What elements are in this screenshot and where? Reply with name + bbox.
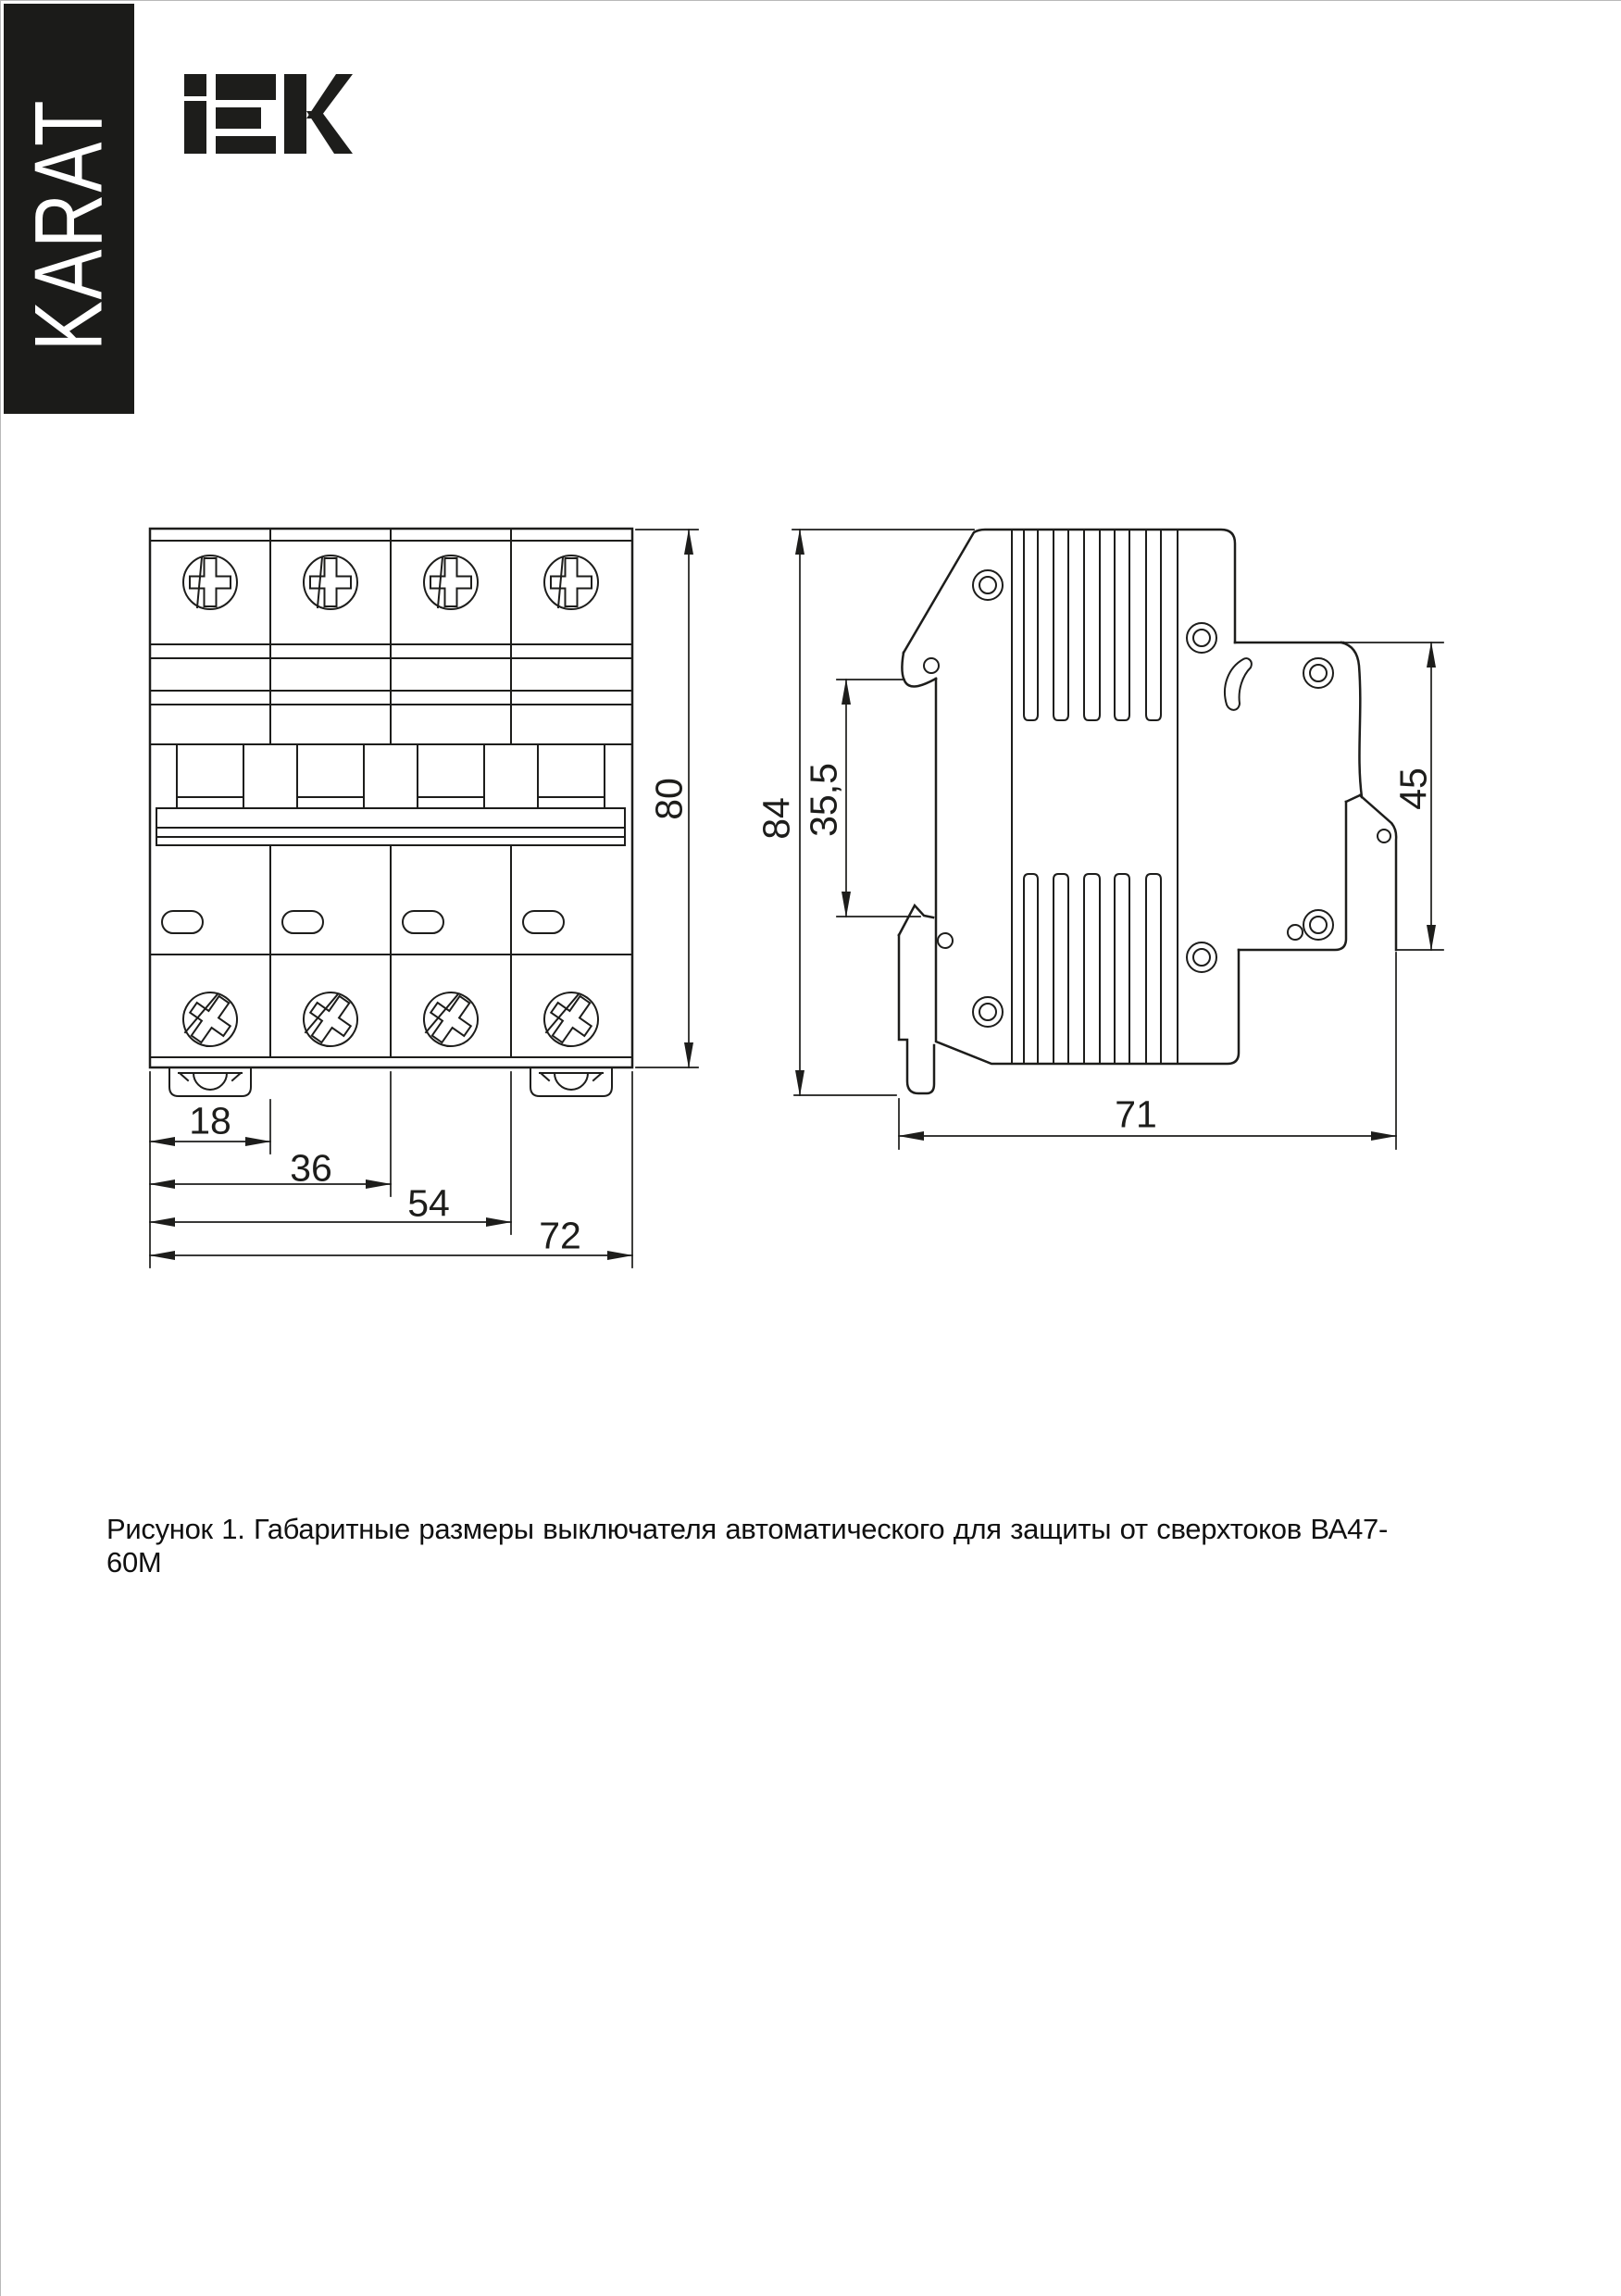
dim-label-height-80: 80 bbox=[647, 778, 691, 820]
dim-label-height-84: 84 bbox=[754, 797, 798, 840]
figure-caption: Рисунок 1. Габаритные размеры выключателя автоматического для защиты от сверхтоков ВА47-60М bbox=[106, 1513, 1388, 1578]
dim-label-depth-71: 71 bbox=[1115, 1092, 1157, 1136]
dim-label-depth-45: 45 bbox=[1391, 767, 1435, 810]
front-dimension-lines bbox=[150, 530, 698, 1267]
dim-label-width-72: 72 bbox=[539, 1214, 581, 1257]
technical-drawing bbox=[1, 1, 1621, 2296]
toggle-handles bbox=[156, 744, 625, 845]
side-view bbox=[792, 530, 1443, 1149]
dim-label-module-54: 54 bbox=[407, 1181, 450, 1225]
front-view bbox=[150, 529, 698, 1267]
karat-banner-text: KARAT bbox=[15, 99, 122, 352]
dim-label-module-18: 18 bbox=[189, 1099, 231, 1142]
dim-label-rail-35-5: 35,5 bbox=[802, 763, 845, 837]
dim-label-module-36: 36 bbox=[290, 1146, 332, 1190]
